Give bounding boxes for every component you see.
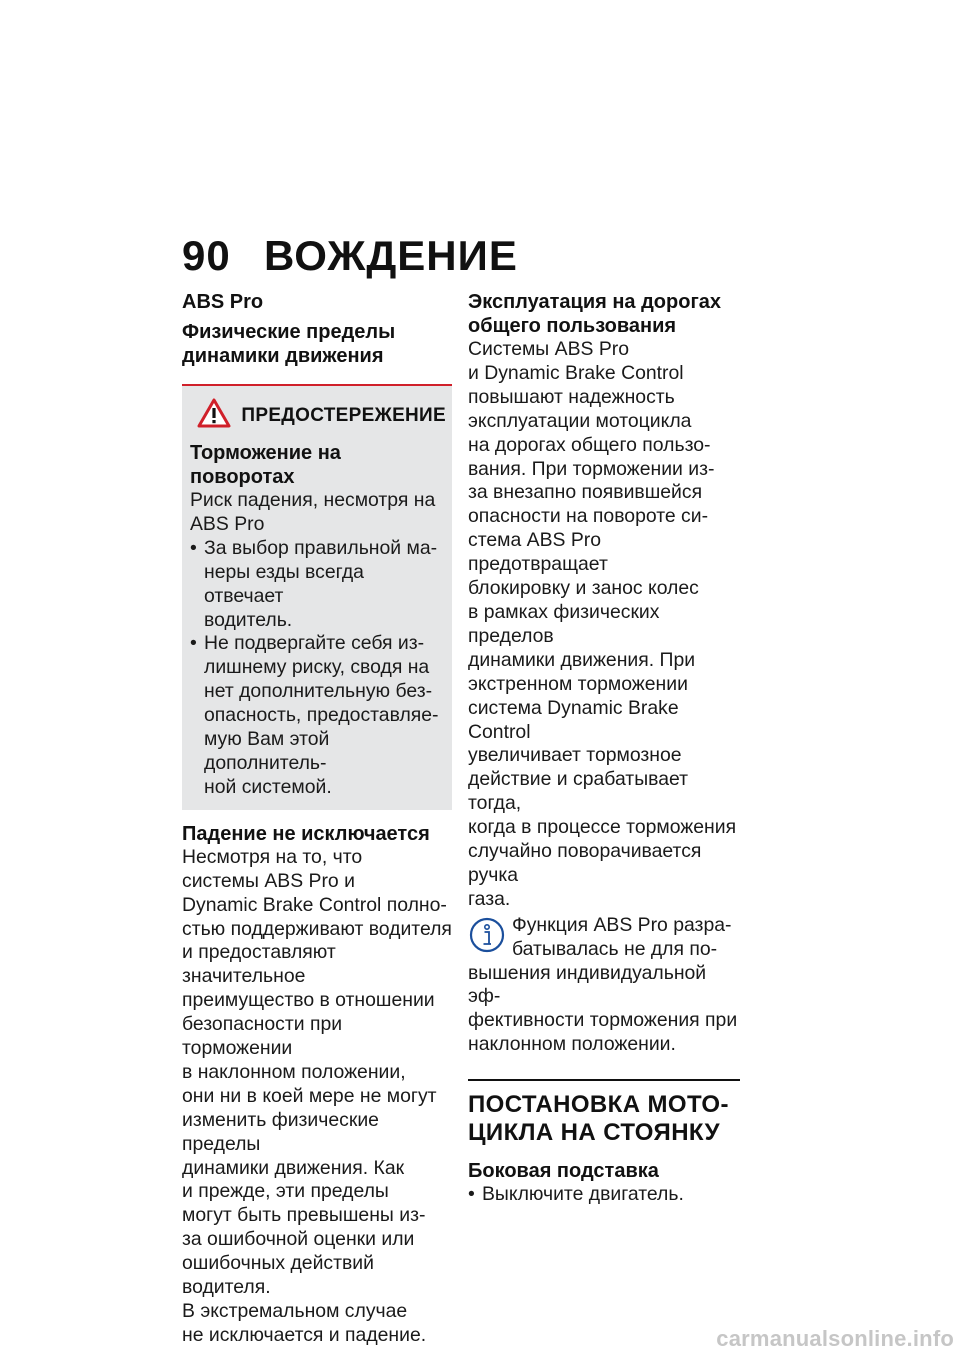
roads-heading: Эксплуатация на дорогах общего пользования (468, 291, 722, 337)
side-stand-heading: Боковая подставка (468, 1160, 659, 1183)
subsection-title: Физические пределы динамики движения (182, 321, 396, 367)
side-stand-bullet: • Выключите двигатель. (468, 1183, 740, 1207)
warning-heading: Торможение на поворотах (190, 442, 341, 488)
parking-heading: ПОСТАНОВКА МОТО- ЦИКЛА НА СТОЯНКУ (468, 1091, 729, 1147)
warning-bullets (190, 537, 446, 800)
info-note (468, 914, 740, 1057)
chapter-title: ВОЖДЕНИЕ (264, 232, 518, 279)
warning-triangle-icon (197, 398, 231, 433)
fall-heading: Падение не исключается (182, 822, 430, 845)
page-number: 90 (182, 232, 231, 279)
warning-bullet: • Не подвергайте себя из- лишнему риску, сводя на нет дополнительную без- опасность, предоставляе- мую Вам этой дополнитель- ной системой. (190, 632, 446, 799)
warning-bullet: • За выбор правильной ма- неры езды всегда отвечает водитель. (190, 537, 446, 633)
watermark: carmanualsonline.info (716, 1326, 954, 1351)
warning-label: ПРЕДОСТЕРЕЖЕНИЕ (241, 404, 446, 426)
right-column (468, 290, 740, 1207)
info-text-rest: вышения индивидуальной эф- фективности торможения при наклонном положении. (468, 961, 738, 1056)
chapter-header (182, 232, 742, 280)
left-column (182, 290, 452, 1348)
info-text-indented: Функция ABS Pro разра- батывалась не для по- (512, 913, 732, 960)
roads-text: Системы ABS Pro и Dynamic Brake Control повышают надежность эксплуатации мотоцикла на дорогах общего пользо- вания. При торможении из- за внезапно появившейся опасности на повороте си- стема ABS Pro предотвращает блокировку и занос колес в рамках физических пределов динамики движения. При экстренном торможении система Dynamic Brake Control увеличивает тормозное действие и срабатывает тогда, когда в процессе торможения случайно поворачивается ручка газа. (468, 338, 737, 910)
section-title: ABS Pro (182, 291, 264, 313)
side-stand-bullets (468, 1183, 740, 1207)
section-divider (468, 1079, 740, 1081)
warning-header (190, 398, 446, 433)
warning-box (182, 384, 452, 810)
warning-lead: Риск падения, несмотря на ABS Pro (190, 489, 436, 535)
fall-text: Несмотря на то, что системы ABS Pro и Dynamic Brake Control полно- стью поддерживают водителя и предоставляют значительное преимущество в отношении безопасности при торможении в наклонном положении, они ни в коей мере не могут изменить физические пределы динамики движения. Как и прежде, эти пределы могут быть превышены из- за ошибочной оценки или ошибочных действий водителя. В экстремальном случае не исключается и падение. (182, 845, 452, 1346)
info-icon (468, 916, 506, 954)
